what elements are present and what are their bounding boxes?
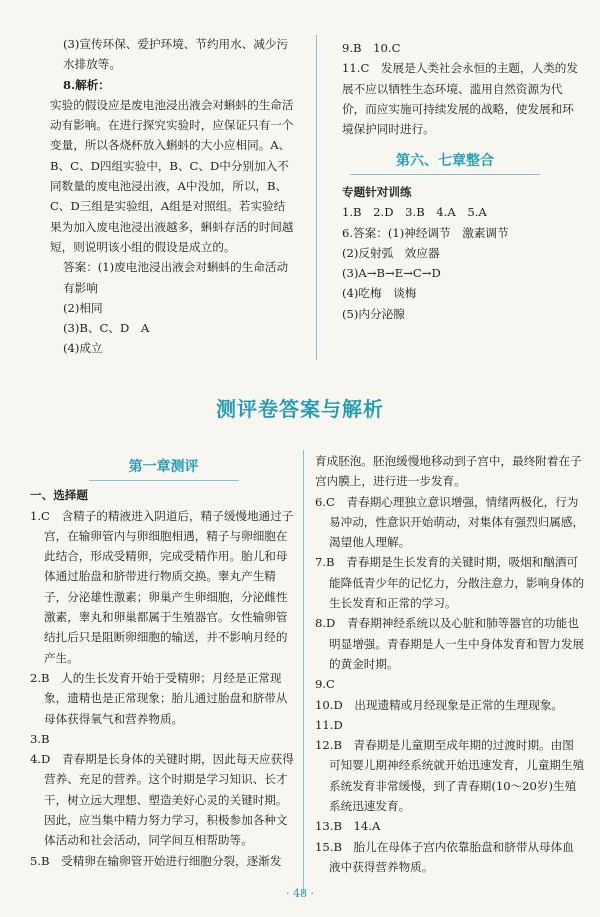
top-right-b-paragraph: 1.B 2.D 3.B 4.A 5.A xyxy=(342,205,487,220)
bottom-left-paragraph: 2.B 人的生长发育开始于受精卵；月经是正常现象，遗精也是正常现象；胎儿通过胎盘和脐带从母体获得氧气和营养物质。 xyxy=(30,670,288,726)
bottom-right-paragraph: 12.B 青春期是儿童期至成年期的过渡时期。由图可知婴儿期神经系统就开始迅速发育，儿童期生殖系统发育非常缓慢，到了青春期(10～20岁)生殖系统迅速发育。 xyxy=(315,738,585,814)
bottom-right-paragraph: 7.B 青春期是生长发育的关键时期，吸烟和酗酒可能降低青少年的记忆力，分散注意力，影响身体的生长发育和正常的学习。 xyxy=(315,555,585,611)
top-right-b-paragraph: (4)吃梅 谈梅 xyxy=(342,286,417,301)
page-number: · 48 · xyxy=(286,887,314,900)
subsection-title-block xyxy=(350,150,540,175)
top-left-paragraph: (3)宣传环保、爱护环境、节约用水、减少污水排放等。 xyxy=(63,37,289,72)
top-left-paragraph: 实验的假设应是废电池浸出液会对蝌蚪的生命活动有影响。在进行探究实验时，应保证只有一个变量，所以各烧杯放入蝌蚪的大小应相同。A、B、C、D四组实验中，B、C、D中分别加入不同数量的废电池浸出液，A中没加，所以，B、C、D三组是实验组，A组是对照组。若实验结果为加入废电池浸出液越多，蝌蚪存活的时间越短，则说明该小组的假设是成立的。 xyxy=(50,97,294,254)
bottom-left-column xyxy=(30,451,297,871)
bottom-right-paragraph: 15.B 胎儿在母体子宫内依靠胎盘和脐带从母体血液中获得营养物质。 xyxy=(315,839,574,874)
top-left-paragraph: 8.解析： xyxy=(63,77,110,92)
top-right-a-paragraph: 11.C 发展是人类社会永恒的主题，人类的发展不应以牺牲生态环境、滥用自然资源为代价，而应实施可持续发展的战略，使发展和环境保护同时进行。 xyxy=(342,61,578,137)
subsection-title: 第六、七章整合 xyxy=(396,153,494,169)
top-right-b-paragraph: (5)内分泌腺 xyxy=(342,306,405,321)
bottom-right-paragraph: 11.D xyxy=(315,717,343,732)
bottom-right-paragraph: 育成胚泡。胚泡缓慢地移动到子宫中，最终附着在子宫内膜上，进行进一步发育。 xyxy=(315,454,582,489)
top-right-column-a xyxy=(342,38,582,139)
main-title: 测评卷答案与解析 xyxy=(216,397,384,421)
bottom-right-paragraph: 6.C 青春期心理独立意识增强，情绪两极化，行为易冲动，性意识开始萌动，对集体有强烈归属感，渴望他人理解。 xyxy=(315,494,585,550)
bottom-right-column xyxy=(315,451,585,877)
bottom-right-paragraph: 8.D 青春期神经系统以及心脏和肺等器官的功能也明显增强。青春期是人一生中身体发育和智力发展的黄金时期。 xyxy=(315,616,585,671)
chapter-underline xyxy=(89,480,239,481)
bottom-right-paragraph: 9.C xyxy=(315,677,335,692)
chapter-title: 第一章测评 xyxy=(128,459,199,475)
bottom-left-paragraph: 4.D 青春期是长身体的关键时期，因此每天应获得营养、充足的营养。这个时期是学习知识、长才干，树立远大理想、塑造美好心灵的关键时期。因此，应当集中精力努力学习，积极参加各种文体活动和社会活动，同学间互相帮助等。 xyxy=(30,752,294,848)
top-right-a-paragraph: 9.B 10.C xyxy=(342,41,401,55)
bottom-left-paragraph: 3.B xyxy=(30,731,50,746)
bottom-right-paragraph: 13.B 14.A xyxy=(315,819,381,834)
section-title: 一、选择题 xyxy=(30,488,88,503)
top-right-column-b xyxy=(342,182,582,324)
top-left-paragraph: 答案：(1)废电池浸出液会对蝌蚪的生命活动有影响 xyxy=(63,260,289,295)
top-column-divider xyxy=(316,35,317,360)
top-right-b-paragraph: (2)反射弧 效应器 xyxy=(342,245,440,260)
bottom-left-paragraph: 1.C 含精子的精液进入阴道后，精子缓慢地通过子宫，在输卵管内与卵细胞相遇，精子与卵细胞在此结合，形成受精卵，完成受精作用。胎儿和母体通过胎盘和脐带进行物质交换。睾丸产生精子，分泌雄性激素；卵巢产生卵细胞，分泌雌性激素，睾丸和卵巢都属于生殖器官。女性输卵管结扎后只是阻断卵细胞的输送，并不影响月经的产生。 xyxy=(30,508,294,665)
chapter-title-block xyxy=(30,457,297,481)
top-left-paragraph: (3)B、C、D A xyxy=(63,321,150,336)
top-right-b-paragraph: (3)A→B→E→C→D xyxy=(342,266,441,281)
bottom-left-items xyxy=(30,506,297,871)
subsection-underline xyxy=(350,174,540,175)
top-left-column xyxy=(50,34,295,359)
top-left-paragraph: (4)成立 xyxy=(63,341,103,356)
top-right-b-paragraph: 专题针对训练 xyxy=(342,185,412,199)
top-left-paragraph: (2)相同 xyxy=(63,300,103,315)
bottom-column-divider xyxy=(303,450,304,895)
bottom-right-paragraph: 10.D 出现遗精或月经现象是正常的生理现象。 xyxy=(315,697,564,712)
top-right-b-paragraph: 6.答案：(1)神经调节 激素调节 xyxy=(342,225,509,240)
bottom-left-paragraph: 5.B 受精卵在输卵管开始进行细胞分裂，逐渐发 xyxy=(30,853,282,868)
